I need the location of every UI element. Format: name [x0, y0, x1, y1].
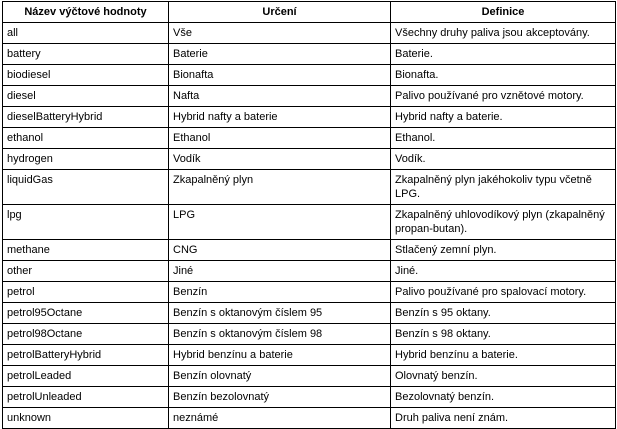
cell-enum-name: dieselBatteryHybrid [3, 107, 169, 128]
table-row [3, 324, 616, 345]
table-row [3, 205, 616, 240]
cell-definition: Ethanol. [391, 128, 616, 149]
table-header-row [3, 2, 616, 23]
cell-enum-name: petrolLeaded [3, 366, 169, 387]
cell-designation: Nafta [169, 86, 391, 107]
cell-designation: Benzín bezolovnatý [169, 387, 391, 408]
cell-designation: LPG [169, 205, 391, 240]
cell-designation: Vodík [169, 149, 391, 170]
cell-enum-name: diesel [3, 86, 169, 107]
cell-enum-name: battery [3, 44, 169, 65]
cell-designation: Benzín s oktanovým číslem 98 [169, 324, 391, 345]
cell-enum-name: petrol [3, 282, 169, 303]
cell-designation: Hybrid nafty a baterie [169, 107, 391, 128]
cell-definition: Jiné. [391, 261, 616, 282]
cell-enum-name: petrol98Octane [3, 324, 169, 345]
cell-enum-name: methane [3, 240, 169, 261]
cell-definition: Stlačený zemní plyn. [391, 240, 616, 261]
cell-definition: Olovnatý benzín. [391, 366, 616, 387]
cell-enum-name: lpg [3, 205, 169, 240]
cell-designation: Ethanol [169, 128, 391, 149]
cell-enum-name: ethanol [3, 128, 169, 149]
cell-definition: Všechny druhy paliva jsou akceptovány. [391, 23, 616, 44]
table-row [3, 170, 616, 205]
table-row [3, 86, 616, 107]
table-row [3, 23, 616, 44]
cell-designation: Benzín olovnatý [169, 366, 391, 387]
cell-enum-name: liquidGas [3, 170, 169, 205]
cell-designation: Zkapalněný plyn [169, 170, 391, 205]
cell-enum-name: petrolUnleaded [3, 387, 169, 408]
table-row [3, 387, 616, 408]
cell-definition: Benzín s 98 oktany. [391, 324, 616, 345]
header-designation: Určení [169, 2, 391, 23]
table-row [3, 366, 616, 387]
cell-definition: Bezolovnatý benzín. [391, 387, 616, 408]
cell-definition: Hybrid benzínu a baterie. [391, 345, 616, 366]
table-row [3, 65, 616, 86]
fuel-type-table [2, 1, 616, 429]
cell-designation: Hybrid benzínu a baterie [169, 345, 391, 366]
header-definition: Definice [391, 2, 616, 23]
cell-definition: Palivo používané pro spalovací motory. [391, 282, 616, 303]
cell-designation: CNG [169, 240, 391, 261]
cell-designation: Benzín s oktanovým číslem 95 [169, 303, 391, 324]
table-row [3, 107, 616, 128]
cell-enum-name: unknown [3, 408, 169, 429]
cell-designation: Jiné [169, 261, 391, 282]
table-row [3, 261, 616, 282]
cell-designation: neznámé [169, 408, 391, 429]
cell-enum-name: hydrogen [3, 149, 169, 170]
cell-definition: Zkapalněný plyn jakéhokoliv typu včetně LPG. [391, 170, 616, 205]
cell-enum-name: petrolBatteryHybrid [3, 345, 169, 366]
cell-definition: Druh paliva není znám. [391, 408, 616, 429]
table-row [3, 408, 616, 429]
cell-enum-name: other [3, 261, 169, 282]
cell-definition: Zkapalněný uhlovodíkový plyn (zkapalněný propan-butan). [391, 205, 616, 240]
fuel-type-table-container [2, 1, 616, 429]
table-row [3, 149, 616, 170]
cell-definition: Palivo používané pro vznětové motory. [391, 86, 616, 107]
cell-definition: Hybrid nafty a baterie. [391, 107, 616, 128]
cell-definition: Benzín s 95 oktany. [391, 303, 616, 324]
cell-definition: Vodík. [391, 149, 616, 170]
table-row [3, 128, 616, 149]
table-row [3, 282, 616, 303]
cell-designation: Benzín [169, 282, 391, 303]
cell-designation: Vše [169, 23, 391, 44]
table-row [3, 44, 616, 65]
cell-designation: Bionafta [169, 65, 391, 86]
table-row [3, 240, 616, 261]
cell-definition: Bionafta. [391, 65, 616, 86]
cell-enum-name: petrol95Octane [3, 303, 169, 324]
cell-enum-name: biodiesel [3, 65, 169, 86]
cell-designation: Baterie [169, 44, 391, 65]
table-row [3, 303, 616, 324]
table-row [3, 345, 616, 366]
cell-definition: Baterie. [391, 44, 616, 65]
cell-enum-name: all [3, 23, 169, 44]
header-enum-name: Název výčtové hodnoty [3, 2, 169, 23]
